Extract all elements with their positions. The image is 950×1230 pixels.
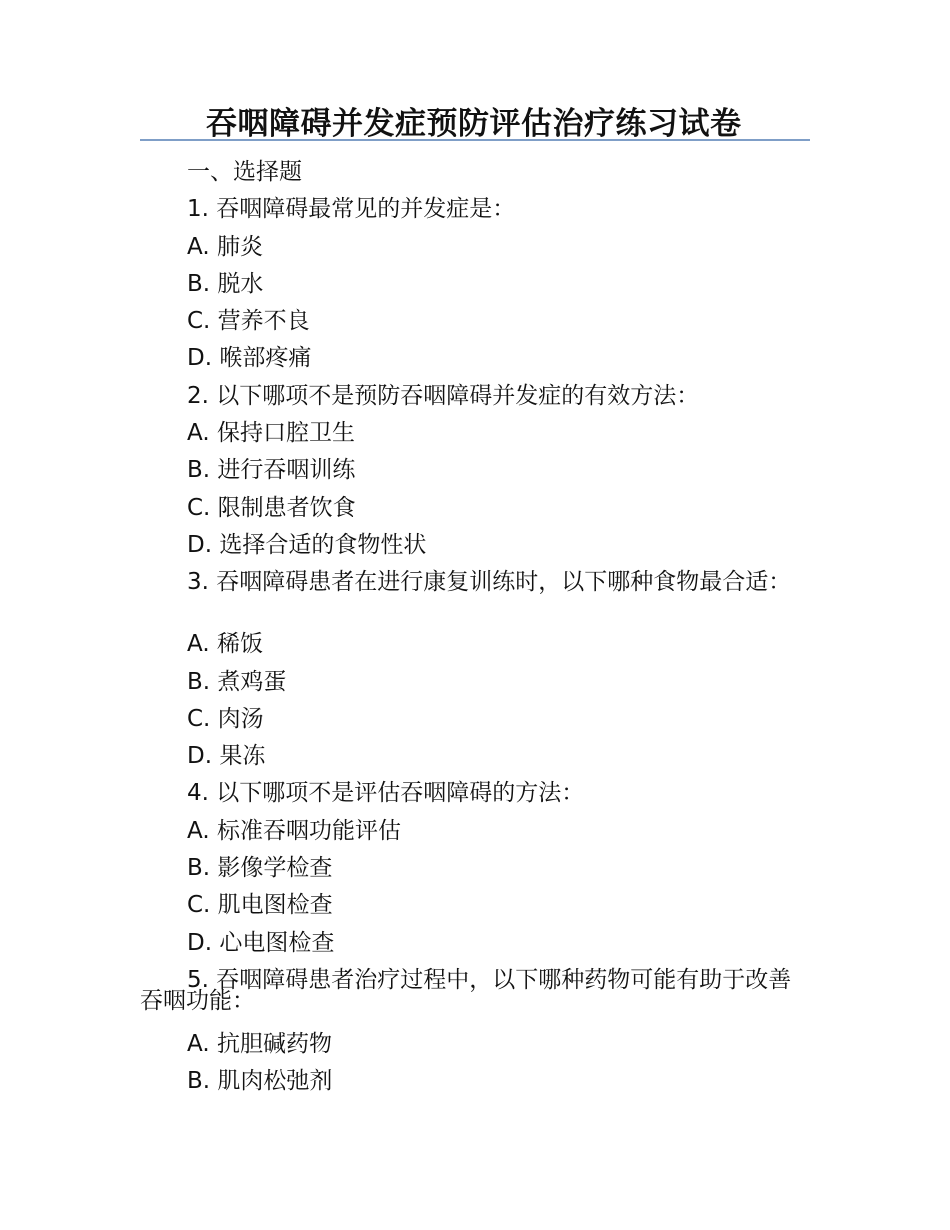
section-heading: 一、选择题	[187, 159, 302, 185]
question-1-option-c: C. 营养不良	[187, 308, 310, 335]
question-1-option-a: A. 肺炎	[187, 233, 263, 260]
question-2-option-d: D. 选择合适的食物性状	[187, 531, 427, 558]
question-3-option-d: D. 果冻	[187, 743, 266, 770]
question-4-option-b: B. 影像学检查	[187, 855, 333, 882]
title-underline	[140, 139, 810, 141]
question-3-option-b: B. 煮鸡蛋	[187, 668, 287, 695]
question-3-option-a: A. 稀饭	[187, 631, 263, 658]
question-2-option-c: C. 限制患者饮食	[187, 494, 356, 521]
question-4-stem: 4. 以下哪项不是评估吞咽障碍的方法：	[187, 780, 585, 807]
question-4-option-c: C. 肌电图检查	[187, 892, 333, 919]
question-5-option-b: B. 肌肉松弛剂	[187, 1068, 333, 1095]
question-1-option-b: B. 脱水	[187, 270, 264, 297]
question-1-option-d: D. 喉部疼痛	[187, 345, 312, 372]
question-2-option-b: B. 进行吞咽训练	[187, 457, 356, 484]
question-4-option-a: A. 标准吞咽功能评估	[187, 817, 401, 844]
question-3-stem: 3. 吞咽障碍患者在进行康复训练时，以下哪种食物最合适：	[187, 569, 792, 596]
question-1-stem: 1. 吞咽障碍最常见的并发症是：	[187, 196, 516, 223]
document-body	[140, 154, 812, 1101]
question-3-option-c: C. 肉汤	[187, 705, 264, 732]
document-title: 吞咽障碍并发症预防评估治疗练习试卷	[206, 106, 742, 142]
question-2-option-a: A. 保持口腔卫生	[187, 420, 355, 447]
question-5-stem: 5. 吞咽障碍患者治疗过程中，以下哪种药物可能有助于改善吞咽功能：	[140, 966, 792, 1014]
question-4-option-d: D. 心电图检查	[187, 929, 335, 956]
question-5-option-a: A. 抗胆碱药物	[187, 1030, 332, 1057]
question-2-stem: 2. 以下哪项不是预防吞咽障碍并发症的有效方法：	[187, 382, 700, 409]
